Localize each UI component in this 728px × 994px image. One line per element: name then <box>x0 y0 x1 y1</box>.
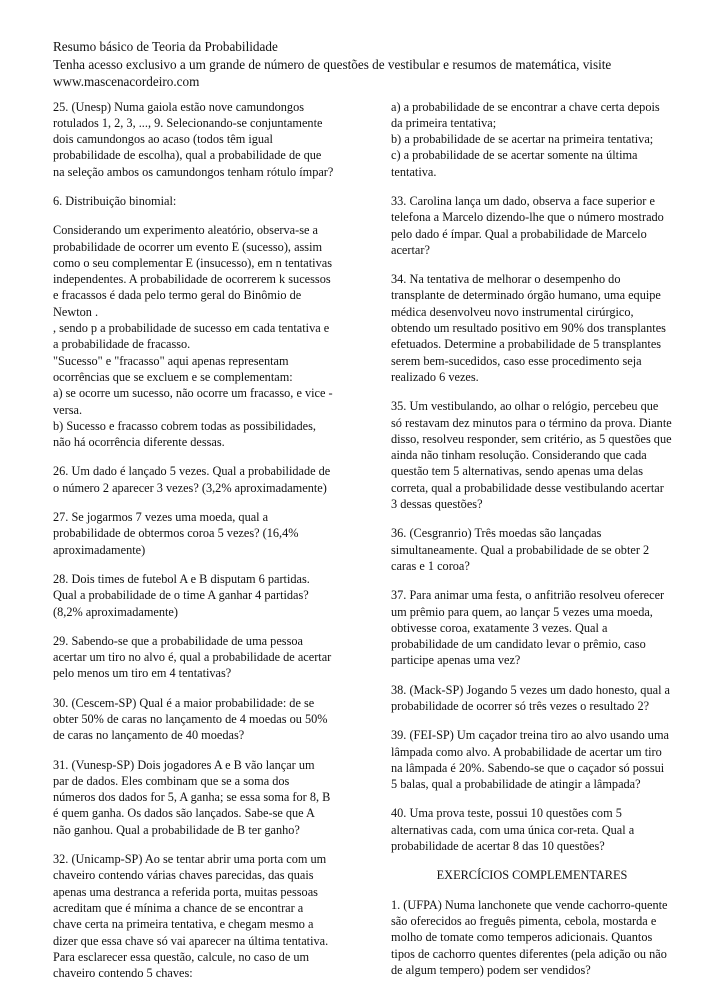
section-binomial-heading: 6. Distribuição binomial: <box>53 193 353 209</box>
question-35: 35. Um vestibulando, ao olhar o relógio, percebeu que só restavam dez minutos para o término da prova. Diante disso, resolveu responder, sem critério, as 5 questões que ainda não tinham resolução. Considerando que cada questão tem 5 alternativas, sendo apenas uma delas correta, qual a probabilidade desse vestibulando acertar 3 dessas questões? <box>391 398 673 512</box>
question-32: 32. (Unicamp-SP) Ao se tentar abrir uma porta com um chaveiro contendo várias chaves parecidas, das quais apenas uma destranca a referida porta, muitas pessoas acreditam que é mínima a chance de se encontrar a chave certa na primeira tentativa, e chegam mesmo a dizer que essa chave só vai aparecer na última tentativa. Para esclarecer essa questão, calcule, no caso de um chaveiro contendo 5 chaves: <box>53 851 353 981</box>
question-36: 36. (Cesgranrio) Três moedas são lançadas simultaneamente. Qual a probabilidade de se obter 2 caras e 1 coroa? <box>391 525 673 574</box>
question-31: 31. (Vunesp-SP) Dois jogadores A e B vão lançar um par de dados. Eles combinam que se a soma dos números dos dados for 5, A ganha; se essa soma for 8, B é quem ganha. Os dados são lançados. Sabe-se que A não ganhou. Qual a probabilidade de B ter ganho? <box>53 757 353 838</box>
document-page <box>53 38 673 994</box>
question-40: 40. Uma prova teste, possui 10 questões com 5 alternativas cada, com uma única cor-reta. Qual a probabilidade de acertar 8 das 10 questões? <box>391 805 673 854</box>
question-26: 26. Um dado é lançado 5 vezes. Qual a probabilidade de o número 2 aparecer 3 vezes? (3,2% aproximadamente) <box>53 463 353 496</box>
question-33: 33. Carolina lança um dado, observa a face superior e telefona a Marcelo dizendo-lhe que o número mostrado pelo dado é ímpar. Qual a probabilidade de Marcelo acertar? <box>391 193 673 258</box>
question-29: 29. Sabendo-se que a probabilidade de uma pessoa acertar um tiro no alvo é, qual a probabilidade de acertar pelo menos um tiro em 4 tentativas? <box>53 633 353 682</box>
header-title: Resumo básico de Teoria da Probabilidade <box>53 38 673 56</box>
header-website-link[interactable]: www.mascenacordeiro.com <box>53 73 673 91</box>
complementary-exercises-heading: EXERCÍCIOS COMPLEMENTARES <box>391 867 673 883</box>
question-34: 34. Na tentativa de melhorar o desempenho do transplante de determinado órgão humano, uma equipe médica desenvolveu novo instrumental cirúrgico, obtendo um resultado positivo em 90% dos transplantes efetuados. Determine a probabilidade de 5 transplantes serem bem-sucedidos, caso esse procedimento seja realizado 6 vezes. <box>391 271 673 385</box>
question-28: 28. Dois times de futebol A e B disputam 6 partidas. Qual a probabilidade de o time A ganhar 4 partidas? (8,2% aproximadamente) <box>53 571 353 620</box>
document-header <box>53 38 673 91</box>
header-subtitle: Tenha acesso exclusivo a um grande de número de questões de vestibular e resumos de matemática, visite <box>53 56 673 74</box>
left-column <box>53 99 353 994</box>
binomial-explanation: Considerando um experimento aleatório, observa-se a probabilidade de ocorrer um evento E (sucesso), assim como o seu complementar E (insucesso), em n tentativas independentes. A probabilidade de ocorrerem k sucessos e fracassos é dada pelo termo geral do Binômio de Newton . , sendo p a probabilidade de sucesso em cada tentativa e a probabilidade de fracasso. "Sucesso" e "fracasso" aqui apenas representam ocorrências que se excluem e se complementam: a) se ocorre um sucesso, não ocorre um fracasso, e vice - versa. b) Sucesso e fracasso cobrem todas as possibilidades, não há ocorrência diferente dessas. <box>53 222 353 450</box>
question-32-parts: a) a probabilidade de se encontrar a chave certa depois da primeira tentativa; b) a probabilidade de se acertar na primeira tentativa; c) a probabilidade de se acertar somente na última tentativa. <box>391 99 673 180</box>
question-30: 30. (Cescem-SP) Qual é a maior probabilidade: de se obter 50% de caras no lançamento de 4 moedas ou 50% de caras no lançamento de 40 moedas? <box>53 695 353 744</box>
question-37: 37. Para animar uma festa, o anfitrião resolveu oferecer um prêmio para quem, ao lançar 5 vezes uma moeda, obtivesse coroa, exatamente 3 vezes. Qual a probabilidade de um candidato levar o prêmio, caso participe apenas uma vez? <box>391 587 673 668</box>
right-column <box>391 99 673 994</box>
question-25: 25. (Unesp) Numa gaiola estão nove camundongos rotulados 1, 2, 3, ..., 9. Selecionando-se conjuntamente dois camundongos ao acaso (todos têm igual probabilidade de escolha), qual a probabilidade de que na seleção ambos os camundongos tenham rótulo ímpar? <box>53 99 353 180</box>
two-column-body <box>53 99 673 994</box>
complementary-question-1: 1. (UFPA) Numa lanchonete que vende cachorro-quente são oferecidos ao freguês pimenta, cebola, mostarda e molho de tomate como temperos adicionais. Quantos tipos de cachorro quentes diferentes (pela adição ou não de algum tempero) podem ser vendidos? <box>391 897 673 978</box>
question-39: 39. (FEI-SP) Um caçador treina tiro ao alvo usando uma lâmpada como alvo. A probabilidade de acertar um tiro na lâmpada é 20%. Sabendo-se que o caçador só possui 5 balas, qual a probabilidade de atingir a lâmpada? <box>391 727 673 792</box>
question-38: 38. (Mack-SP) Jogando 5 vezes um dado honesto, qual a probabilidade de ocorrer só três vezes o resultado 2? <box>391 682 673 715</box>
question-27: 27. Se jogarmos 7 vezes uma moeda, qual a probabilidade de obtermos coroa 5 vezes? (16,4% aproximadamente) <box>53 509 353 558</box>
